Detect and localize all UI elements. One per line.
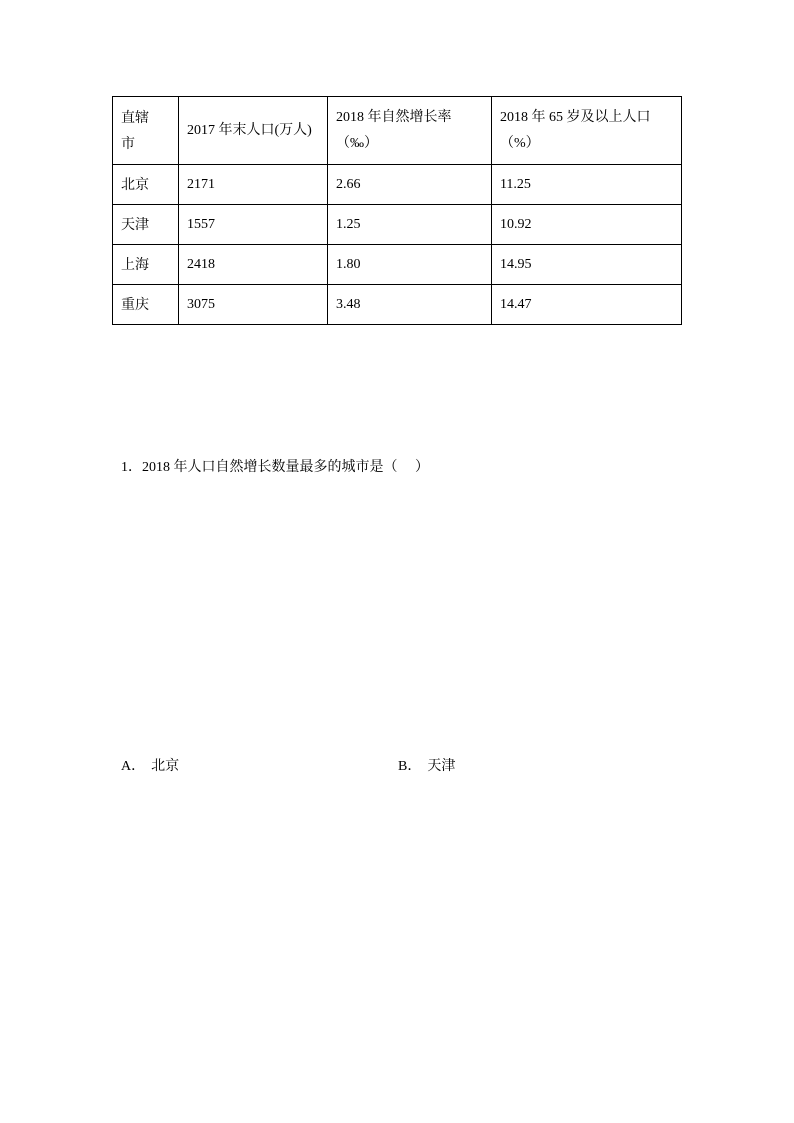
table-row [113, 165, 682, 205]
header-text: （‰） [336, 135, 379, 151]
table-header-cell [491, 97, 681, 165]
city-cell: 天津 [113, 205, 179, 245]
table-header-row [113, 97, 682, 165]
elderly-share-cell: 14.47 [491, 285, 681, 325]
population-cell: 3075 [178, 285, 327, 325]
growth-rate-cell: 1.80 [328, 245, 492, 285]
option-a[interactable] [121, 755, 179, 775]
header-text: 2018 年自然增长率 [336, 109, 452, 125]
option-b-text: 天津 [427, 758, 456, 774]
header-text: 2017 年末人口(万人) [186, 122, 312, 138]
table-row [113, 285, 682, 325]
question-stem: 1．2018 年人口自然增长数量最多的城市是（ ） [121, 460, 429, 475]
option-b[interactable] [398, 755, 455, 775]
header-text: （%） [499, 135, 540, 151]
city-cell: 上海 [113, 245, 179, 285]
elderly-share-cell: 14.95 [491, 245, 681, 285]
elderly-share-cell: 11.25 [491, 165, 681, 205]
table-row [113, 245, 682, 285]
header-text: 直辖 [121, 109, 149, 126]
population-cell: 2418 [178, 245, 327, 285]
city-cell: 北京 [113, 165, 179, 205]
population-table [112, 96, 682, 325]
header-text: 2018 年 65 岁及以上人口 [499, 109, 651, 125]
growth-rate-cell: 2.66 [328, 165, 492, 205]
table-header-cell [328, 97, 492, 165]
population-cell: 2171 [178, 165, 327, 205]
elderly-share-cell: 10.92 [491, 205, 681, 245]
option-a-letter: A． [121, 759, 146, 774]
table-row [113, 205, 682, 245]
city-cell: 重庆 [113, 285, 179, 325]
table-header-cell [113, 97, 179, 165]
growth-rate-cell: 3.48 [328, 285, 492, 325]
population-cell: 1557 [178, 205, 327, 245]
table-header-cell [178, 97, 327, 165]
header-text: 市 [121, 135, 135, 152]
option-a-text: 北京 [151, 758, 180, 774]
growth-rate-cell: 1.25 [328, 205, 492, 245]
option-b-letter: B． [398, 759, 422, 774]
